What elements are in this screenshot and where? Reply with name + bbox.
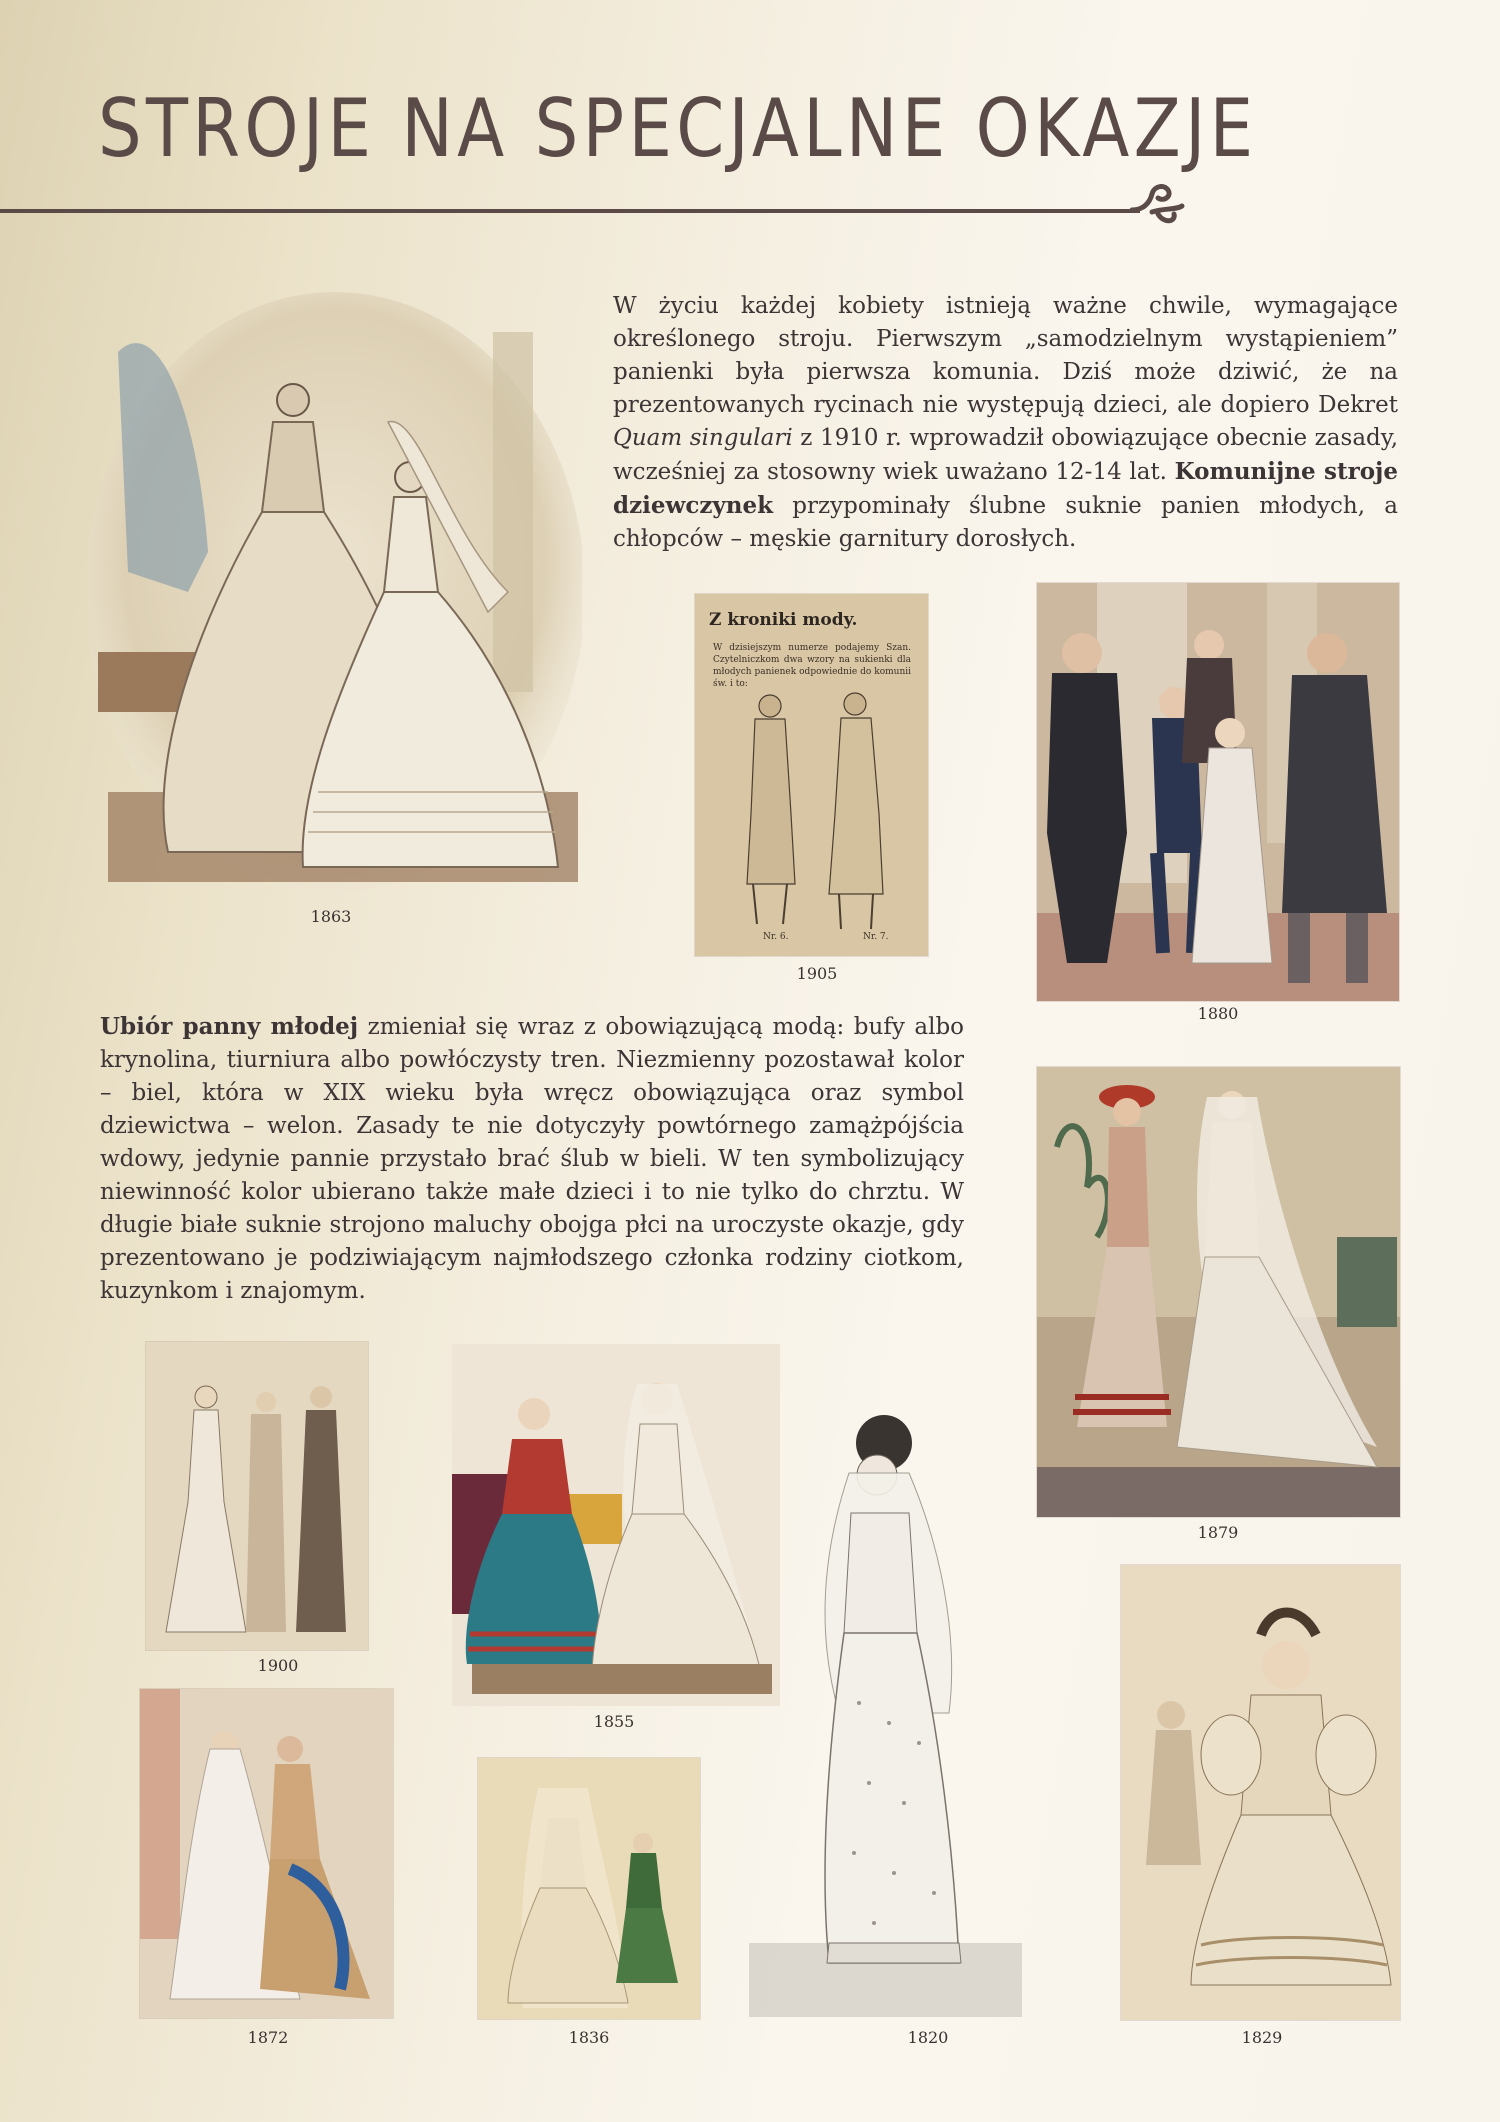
plate-1855: [452, 1344, 780, 1706]
intro-text-3: przypominały ślubne suknie panien młodych, a chłopców – męskie garnitury dorosłych.: [613, 493, 1398, 552]
communion-dress-heading: Komunijne stroje dziewczynek: [613, 458, 1399, 519]
decree-title: Quam singulari: [613, 425, 793, 451]
clipping-text: W dzisiejszym numerze podajemy Szan. Czytelniczkom dwa wzory na sukienki dla młodych panienek odpowiednie do komunii św. i to:: [713, 643, 911, 689]
intro-text-1: W życiu każdej kobiety istnieją ważne chwile, wymagające określonego stroju. Pierwszym „samodzielnym wystąpieniem” panienki była pierwsza komunia. Dziś może dziwić, że na prezentowanych rycinach nie występują dzieci, ale dopiero Dekret: [613, 293, 1398, 418]
caption-1863: 1863: [310, 907, 352, 926]
clipping-label-a: Nr. 6.: [763, 932, 789, 942]
plate-1863: [88, 292, 582, 892]
clipping-label-b: Nr. 7.: [863, 932, 889, 942]
bride-text: zmieniał się wraz z obowiązującą modą: bufy albo krynolina, tiurniura albo powłóczysty tren. Niezmienny pozostawał kolor – biel, która w XIX wieku była wręcz obowiązująca oraz symbol dziewictwa – welon. Zasady te nie dotyczyły powtórnego zamążpójścia wdowy, jedynie pannie przystało brać ślub w bieli. W ten symbolizujący niewinność kolor ubierano także małe dzieci i to nie tylko do chrztu. W długie białe suknie strojono maluchy obojga płci na uroczyste okazje, gdy prezentowano je podziwiającym najmłodszego członka rodziny ciotkom, kuzynkom i znajomym.: [100, 1014, 965, 1304]
caption-1820: 1820: [907, 2028, 949, 2047]
plate-1872: [140, 1689, 393, 2018]
flourish-ornament-icon: [1128, 180, 1188, 230]
plate-1829: [1121, 1565, 1400, 2020]
intro-paragraph: [613, 290, 1398, 556]
caption-1905: 1905: [796, 964, 838, 983]
intro-text-2: z 1910 r. wprowadził obowiązujące obecnie zasady, wcześniej za stosowny wiek uważano 12-14 lat.: [613, 425, 1399, 485]
caption-1836: 1836: [568, 2028, 610, 2047]
page-title: STROJE NA SPECJALNE OKAZJE: [98, 82, 1258, 175]
title-rule: [0, 209, 1140, 213]
caption-1880: 1880: [1197, 1004, 1239, 1023]
bride-paragraph: [100, 1010, 964, 1308]
plate-1905-clipping: [695, 594, 928, 956]
plate-1820: [749, 1383, 1022, 2017]
clipping-illustration: [695, 594, 928, 956]
plate-1879: [1037, 1067, 1400, 1517]
clipping-heading: Z kroniki mody.: [709, 610, 858, 630]
caption-1900: 1900: [257, 1656, 299, 1675]
plate-1836: [478, 1758, 700, 2019]
plate-1900: [146, 1342, 368, 1650]
caption-1872: 1872: [247, 2028, 289, 2047]
bride-dress-heading: Ubiór panny młodej: [100, 1013, 359, 1040]
plate-1880: [1037, 583, 1399, 1001]
caption-1879: 1879: [1197, 1523, 1239, 1542]
caption-1855: 1855: [593, 1712, 635, 1731]
caption-1829: 1829: [1241, 2028, 1283, 2047]
